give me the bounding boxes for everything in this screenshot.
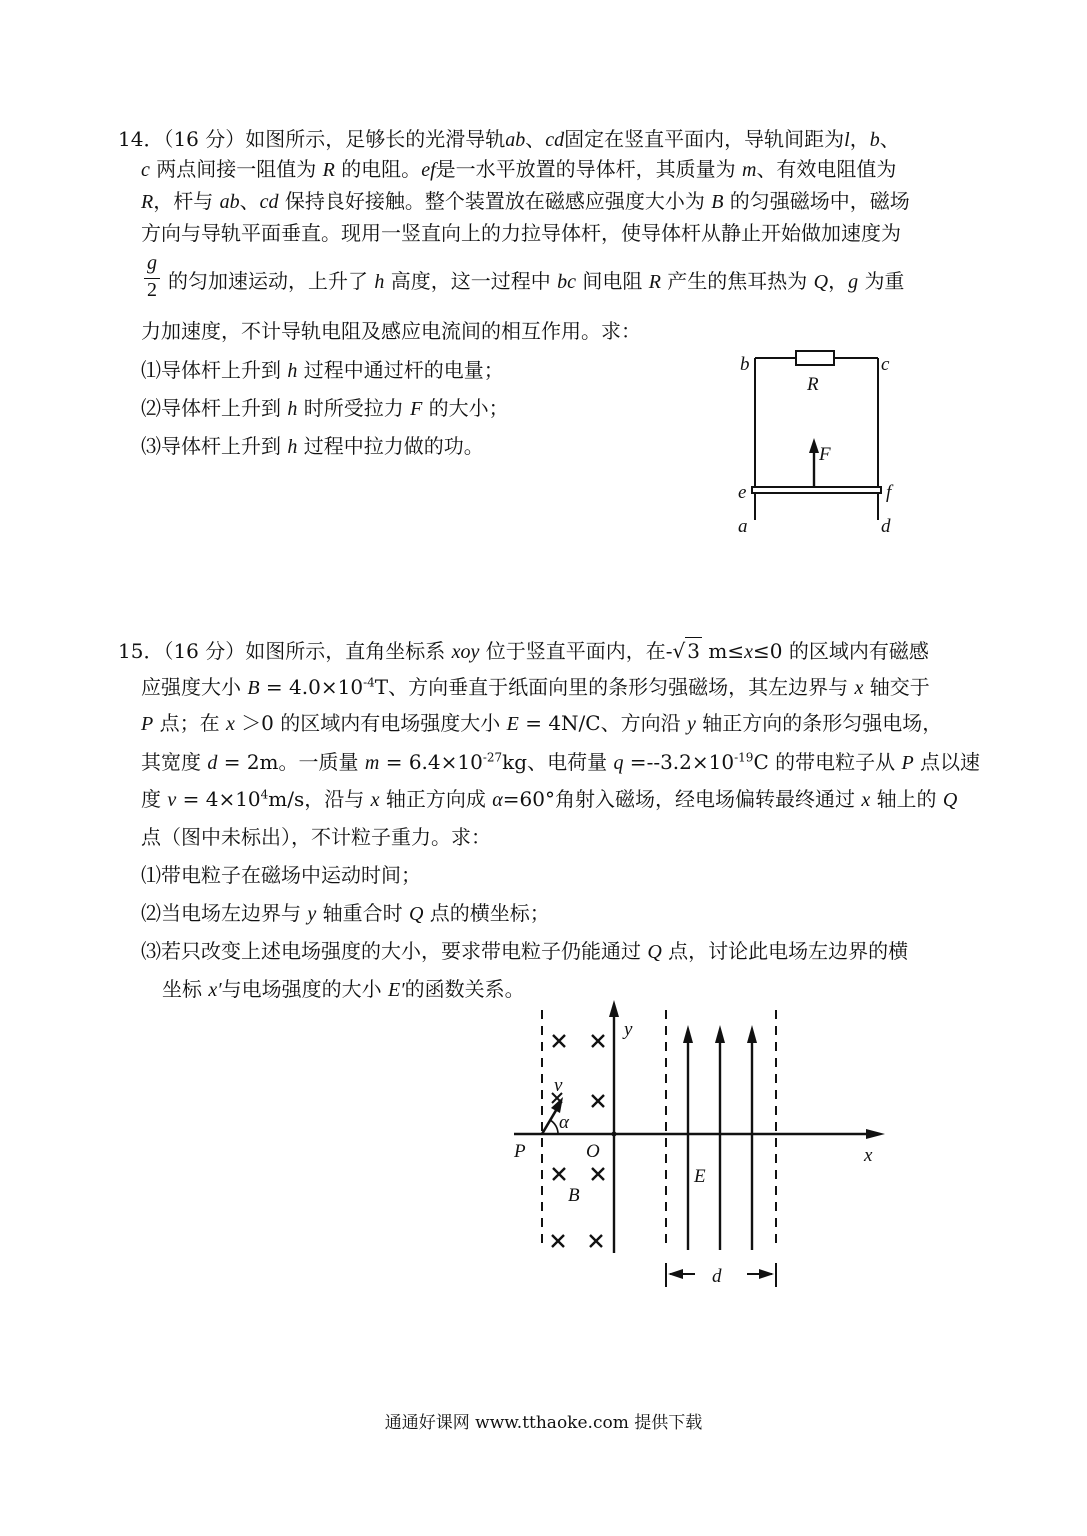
q15-subq-3: ⑶若只改变上述电场强度的大小，要求带电粒子仍能通过 Q 点，讨论此电场左边界的横: [141, 939, 909, 963]
q15-field-diagram: [500, 995, 900, 1295]
label-d: d: [712, 1266, 722, 1287]
resistor-R: [796, 351, 834, 365]
label-d: d: [881, 516, 891, 537]
label-E: E: [694, 1166, 706, 1187]
label-c: c: [881, 354, 890, 375]
dimension-arrow-icon: [668, 1269, 683, 1279]
q15-subq-3-cont: 坐标 x′与电场强度的大小 E′的函数关系。: [162, 977, 525, 1001]
y-axis-arrow-icon: [609, 1000, 619, 1017]
label-b: b: [740, 354, 750, 375]
q14-line-4: 方向与导轨平面垂直。现用一竖直向上的力拉导体杆，使导体杆从静止开始做加速度为: [141, 221, 901, 245]
q15-line-1: 15．（16 分）如图所示，直角坐标系 xoy 位于竖直平面内，在-√ 3 m≤x≤0 的区域内有磁感: [118, 639, 929, 663]
field-arrow-icon: [747, 1025, 757, 1043]
origin-point: [612, 1132, 617, 1137]
q14-line-2: c 两点间接一阻值为 R 的电阻。ef是一水平放置的导体杆，其质量为 m、有效电阻值为: [141, 157, 897, 181]
sqrt-3: √ 3: [672, 639, 700, 663]
q14-line-3: R，杆与 ab、cd 保持良好接触。整个装置放在磁感应强度大小为 B 的匀强磁场中，磁场: [141, 189, 910, 213]
x-axis-arrow-icon: [866, 1129, 885, 1139]
page-footer: 通通好课网 www.tthaoke.com 提供下载: [384, 1413, 703, 1433]
dimension-arrow-icon: [759, 1269, 774, 1279]
field-arrow-icon: [715, 1025, 725, 1043]
angle-arc: [550, 1120, 558, 1134]
label-alpha: α: [559, 1112, 569, 1133]
label-f: f: [886, 482, 892, 503]
label-R: R: [807, 374, 819, 395]
label-y: y: [624, 1019, 633, 1040]
fraction-g-over-2: g 2: [140, 252, 164, 305]
label-v: v: [554, 1075, 563, 1096]
conductor-bar-ef: [752, 487, 881, 493]
q15-line-4: 其宽度 d = 2m。一质量 $m = 6.4\times 10^{-27}kg$、电荷量 $q =--3.2\times 10^{-19}C$ 的带电粒子从 P 点以速: [141, 750, 981, 774]
label-O: O: [586, 1141, 600, 1162]
label-e: e: [738, 482, 747, 503]
field-arrow-icon: [683, 1025, 693, 1043]
q14-subq-1: ⑴导体杆上升到 h 过程中通过杆的电量；: [141, 358, 504, 382]
label-P: P: [514, 1141, 526, 1162]
q14-score: （16 分）: [163, 127, 246, 151]
q15-subq-2: ⑵当电场左边界与 y 轴重合时 Q 点的横坐标；: [141, 901, 550, 925]
q14-line-5: 的匀加速运动，上升了 h 高度，这一过程中 bc 间电阻 R 产生的焦耳热为 Q，g 为重: [168, 269, 905, 293]
q14-line-6: 力加速度，不计导轨电阻及感应电流间的相互作用。求：: [141, 319, 641, 343]
q15-line-3: P 点；在 x ＞0 的区域内有电场强度大小 E = 4N/C、方向沿 y 轴正方向的条形匀强电场，: [141, 711, 943, 735]
label-x: x: [864, 1145, 873, 1166]
label-F: F: [819, 444, 831, 465]
q14-number: 14．: [118, 127, 164, 151]
q15-subq-1: ⑴带电粒子在磁场中运动时间；: [141, 863, 421, 887]
q15-number: 15．: [118, 639, 164, 663]
q15-score: （16 分）: [163, 639, 246, 663]
q14-subq-3: ⑶导体杆上升到 h 过程中拉力做的功。: [141, 434, 484, 458]
q14-rail-diagram: [730, 340, 910, 540]
force-arrow-icon: [809, 438, 819, 453]
label-a: a: [738, 516, 748, 537]
q14-subq-2: ⑵导体杆上升到 h 时所受拉力 F 的大小；: [141, 396, 509, 420]
q15-line-6: 点（图中未标出），不计粒子重力。求：: [141, 825, 491, 849]
label-B: B: [568, 1185, 580, 1206]
q15-line-2: 应强度大小 $B = 4.0\times 10^{-4}T$、方向垂直于纸面向里的条形匀强磁场，其左边界与 x 轴交于: [141, 675, 930, 699]
q14-line-1: 14．（16 分）如图所示，足够长的光滑导轨ab、cd固定在竖直平面内，导轨间距为l，b、: [118, 127, 900, 151]
q15-line-5: 度 $v = 4\times 10^4m/s$，沿与 x 轴正方向成 α=60°角射入磁场，经电场偏转最终通过 x 轴上的 Q: [141, 787, 958, 811]
